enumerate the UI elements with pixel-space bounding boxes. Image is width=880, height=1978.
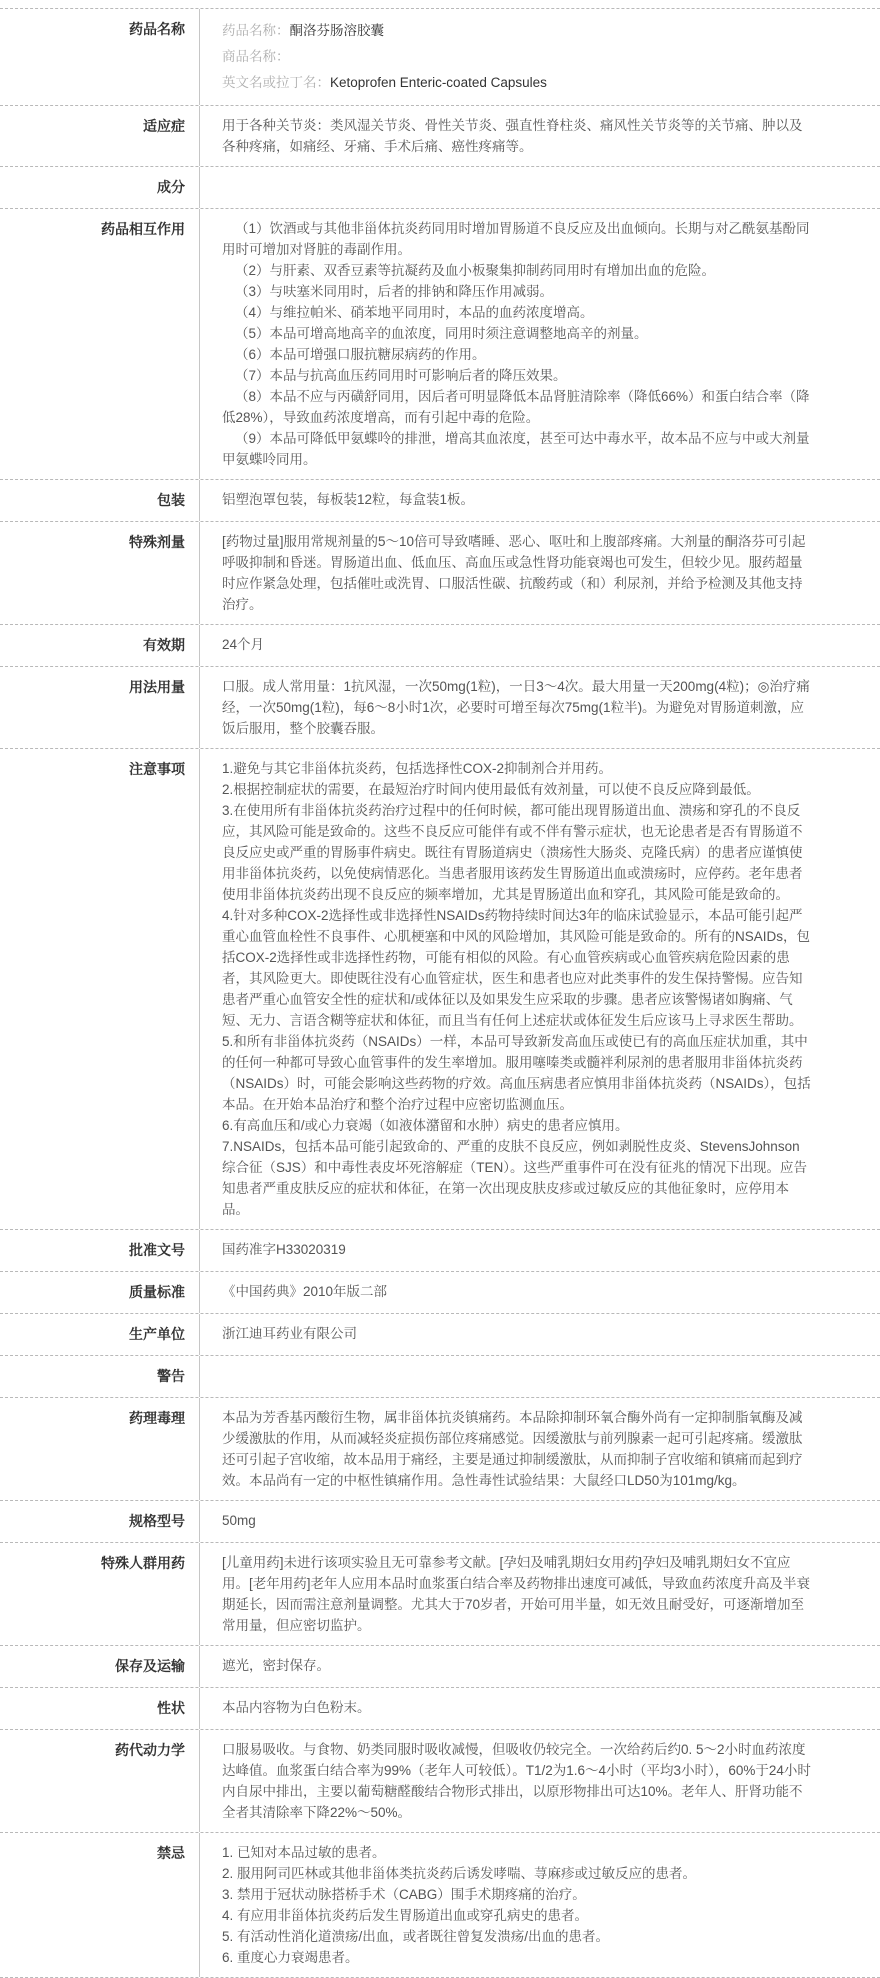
table-row-packaging	[0, 480, 880, 522]
row-label-drug-interactions: 药品相互作用	[0, 209, 200, 479]
table-row-drug-interactions	[0, 209, 880, 480]
paragraph-validity-period-0: 24个月	[222, 637, 265, 652]
row-label-pharmacokinetics: 药代动力学	[0, 1730, 200, 1832]
paragraph-appearance-0: 本品内容物为白色粉末。	[222, 1700, 371, 1715]
row-content-special-populations	[200, 1543, 880, 1645]
paragraph-approval-number-0: 国药准字H33020319	[222, 1242, 346, 1257]
table-row-composition	[0, 167, 880, 209]
row-content-approval-number	[200, 1230, 880, 1271]
paragraph-special-dosage-0: [药物过量]服用常规剂量的5～10倍可导致嗜睡、恶心、呕吐和上腹部疼痛。大剂量的酮洛芬可引起呼吸抑制和昏迷。胃肠道出血、低血压、高血压或急性肾功能衰竭也可发生，但较少见。服药超量时应作紧急处理，包括催吐或洗胃、口服活性碳、抗酸药或（和）利尿剂，并给予检测及其他支持治疗。	[222, 534, 806, 612]
table-row-drug-name	[0, 9, 880, 106]
table-row-dosage-usage	[0, 667, 880, 749]
drug-info-table	[0, 8, 880, 1978]
row-content-quality-standard	[200, 1272, 880, 1313]
paragraph-packaging-0: 铝塑泡罩包装，每板装12粒，每盒装1板。	[222, 492, 475, 507]
row-label-composition: 成分	[0, 167, 200, 208]
paragraph-contraindications-3: 4. 有应用非甾体抗炎药后发生胃肠道出血或穿孔病史的患者。	[222, 1908, 589, 1923]
paragraph-quality-standard-0: 《中国药典》2010年版二部	[222, 1284, 388, 1299]
row-content-warning	[200, 1356, 880, 1397]
paragraph-indications-0: 用于各种关节炎：类风湿关节炎、骨性关节炎、强直性脊柱炎、痛风性关节炎等的关节痛、肿以及各种疼痛，如痛经、牙痛、手术后痛、癌性疼痛等。	[222, 118, 803, 154]
row-content-storage-transport	[200, 1646, 880, 1687]
row-label-dosage-usage: 用法用量	[0, 667, 200, 748]
table-row-precautions	[0, 749, 880, 1230]
row-label-special-populations: 特殊人群用药	[0, 1543, 200, 1645]
table-row-specification	[0, 1501, 880, 1543]
table-row-manufacturer	[0, 1314, 880, 1356]
row-label-warning: 警告	[0, 1356, 200, 1397]
row-label-packaging: 包装	[0, 480, 200, 521]
row-label-indications: 适应症	[0, 106, 200, 166]
row-label-validity-period: 有效期	[0, 625, 200, 666]
row-content-dosage-usage	[200, 667, 880, 748]
paragraph-manufacturer-0: 浙江迪耳药业有限公司	[222, 1326, 357, 1341]
row-content-indications	[200, 106, 880, 166]
row-label-precautions: 注意事项	[0, 749, 200, 1229]
row-content-appearance	[200, 1688, 880, 1729]
row-content-pharmacokinetics	[200, 1730, 880, 1832]
field-label: 商品名称：	[222, 49, 290, 64]
row-content-pharmacology-toxicology	[200, 1398, 880, 1500]
paragraph-contraindications-5: 6. 重度心力衰竭患者。	[222, 1950, 359, 1965]
paragraph-pharmacokinetics-0: 口服易吸收。与食物、奶类同服时吸收减慢，但吸收仍较完全。一次给药后约0. 5～2小时血药浓度达峰值。血浆蛋白结合率为99%（老年人可较低）。T1/2为1.6～4小时（平均3小时），60%于24小时内自尿中排出，主要以葡萄糖醛酸结合物形式排出，以原形物排出可达10%。老年人、肝肾功能不全者其清除率下降22%～50%。	[222, 1742, 811, 1820]
field-label: 药品名称：	[222, 23, 290, 38]
paragraph-drug-interactions-5: （6）本品可增强口服抗糖尿病药的作用。	[235, 347, 486, 362]
row-label-approval-number: 批准文号	[0, 1230, 200, 1271]
row-content-special-dosage	[200, 522, 880, 624]
paragraph-drug-interactions-2: （3）与呋塞米同用时，后者的排钠和降压作用减弱。	[235, 284, 554, 299]
paragraph-drug-interactions-3: （4）与维拉帕米、硝苯地平同用时，本品的血药浓度增高。	[235, 305, 594, 320]
table-row-appearance	[0, 1688, 880, 1730]
row-label-appearance: 性状	[0, 1688, 200, 1729]
row-label-special-dosage: 特殊剂量	[0, 522, 200, 624]
paragraph-precautions-2: 3.在使用所有非甾体抗炎药治疗过程中的任何时候，都可能出现胃肠道出血、溃疡和穿孔的不良反应，其风险可能是致命的。这些不良反应可能伴有或不伴有警示症状，也无论患者是否有胃肠道不良反应史或严重的胃肠事件病史。既往有胃肠道病史（溃疡性大肠炎、克隆氏病）的患者应谨慎使用非甾体抗炎药，以免使病情恶化。当患者服用该药发生胃肠道出血或溃疡时，应停药。老年患者使用非甾体抗炎药出现不良反应的频率增加，尤其是胃肠道出血和穿孔，其风险可能是致命的。	[222, 803, 803, 902]
paragraph-contraindications-2: 3. 禁用于冠状动脉搭桥手术（CABG）围手术期疼痛的治疗。	[222, 1887, 586, 1902]
table-row-quality-standard	[0, 1272, 880, 1314]
table-row-special-populations	[0, 1543, 880, 1646]
row-content-specification	[200, 1501, 880, 1542]
paragraph-precautions-5: 6.有高血压和/或心力衰竭（如液体潴留和水肿）病史的患者应慎用。	[222, 1118, 629, 1133]
row-label-contraindications: 禁忌	[0, 1833, 200, 1977]
row-content-contraindications	[200, 1833, 880, 1977]
row-content-packaging	[200, 480, 880, 521]
table-row-special-dosage	[0, 522, 880, 625]
paragraph-drug-interactions-1: （2）与肝素、双香豆素等抗凝药及血小板聚集抑制药同用时有增加出血的危险。	[235, 263, 716, 278]
paragraph-contraindications-1: 2. 服用阿司匹林或其他非甾体类抗炎药后诱发哮喘、荨麻疹或过敏反应的患者。	[222, 1866, 697, 1881]
table-row-approval-number	[0, 1230, 880, 1272]
paragraph-drug-interactions-7: （8）本品不应与丙磺舒同用，因后者可明显降低本品肾脏清除率（降低66%）和蛋白结合率（降低28%），导致血药浓度增高，而有引起中毒的危险。	[222, 389, 810, 425]
field-line-drug-name-2	[222, 70, 812, 96]
field-value: Ketoprofen Enteric-coated Capsules	[330, 75, 547, 90]
paragraph-precautions-6: 7.NSAIDs，包括本品可能引起致命的、严重的皮肤不良反应，例如剥脱性皮炎、StevensJohnson综合征（SJS）和中毒性表皮坏死溶解症（TEN）。这些严重事件可在没有征兆的情况下出现。应告知患者严重皮肤反应的症状和体征，在第一次出现皮肤皮疹或过敏反应的其他征象时，应停用本品。	[222, 1139, 808, 1217]
row-label-quality-standard: 质量标准	[0, 1272, 200, 1313]
table-row-warning	[0, 1356, 880, 1398]
row-content-drug-interactions	[200, 209, 880, 479]
field-label: 英文名或拉丁名：	[222, 75, 330, 90]
paragraph-precautions-4: 5.和所有非甾体抗炎药（NSAIDs）一样，本品可导致新发高血压或使已有的高血压症状加重，其中的任何一种都可导致心血管事件的发生率增加。服用噻嗪类或髓袢利尿剂的患者服用非甾体抗炎药（NSAIDs）时，可能会影响这些药物的疗效。高血压病患者应慎用非甾体抗炎药（NSAIDs），包括本品。在开始本品治疗和整个治疗过程中应密切监测血压。	[222, 1034, 811, 1112]
row-content-precautions	[200, 749, 880, 1229]
row-content-composition	[200, 167, 880, 208]
paragraph-precautions-3: 4.针对多种COX-2选择性或非选择性NSAIDs药物持续时间达3年的临床试验显示，本品可能引起严重心血管血栓性不良事件、心肌梗塞和中风的风险增加，其风险可能是致命的。所有的NSAIDs，包括COX-2选择性或非选择性药物，可能有相似的风险。有心血管疾病或心血管疾病危险因素的患者，其风险更大。即使既往没有心血管症状，医生和患者也应对此类事件的发生保持警惕。应告知患者严重心血管安全性的症状和/或体征以及如果发生应采取的步骤。患者应该警惕诸如胸痛、气短、无力、言语含糊等症状和体征，而且当有任何上述症状或体征发生后应该马上寻求医生帮助。	[222, 908, 811, 1028]
row-label-manufacturer: 生产单位	[0, 1314, 200, 1355]
paragraph-drug-interactions-0: （1）饮酒或与其他非甾体抗炎药同用时增加胃肠道不良反应及出血倾向。长期与对乙酰氨基酚同用时可增加对肾脏的毒副作用。	[222, 221, 810, 257]
field-line-drug-name-1	[222, 44, 812, 70]
paragraph-contraindications-4: 5. 有活动性消化道溃疡/出血，或者既往曾复发溃疡/出血的患者。	[222, 1929, 610, 1944]
paragraph-storage-transport-0: 遮光，密封保存。	[222, 1658, 330, 1673]
table-row-pharmacology-toxicology	[0, 1398, 880, 1501]
row-content-validity-period	[200, 625, 880, 666]
paragraph-precautions-0: 1.避免与其它非甾体抗炎药，包括选择性COX-2抑制剂合并用药。	[222, 761, 613, 776]
row-label-storage-transport: 保存及运输	[0, 1646, 200, 1687]
paragraph-dosage-usage-0: 口服。成人常用量：1抗风湿，一次50mg(1粒)，一日3～4次。最大用量一天200mg(4粒)；◎治疗痛经，一次50mg(1粒)，每6～8小时1次，必要时可增至每次75mg(1粒半)。为避免对胃肠道刺激，应饭后服用，整个胶囊吞服。	[222, 679, 810, 736]
row-content-manufacturer	[200, 1314, 880, 1355]
row-label-drug-name: 药品名称	[0, 9, 200, 105]
paragraph-specification-0: 50mg	[222, 1513, 256, 1528]
row-label-specification: 规格型号	[0, 1501, 200, 1542]
paragraph-drug-interactions-4: （5）本品可增高地高辛的血浓度，同用时须注意调整地高辛的剂量。	[235, 326, 648, 341]
table-row-contraindications	[0, 1833, 880, 1978]
table-row-storage-transport	[0, 1646, 880, 1688]
paragraph-pharmacology-toxicology-0: 本品为芳香基丙酸衍生物，属非甾体抗炎镇痛药。本品除抑制环氧合酶外尚有一定抑制脂氧酶及减少缓激肽的作用，从而减轻炎症损伤部位疼痛感觉。因缓激肽与前列腺素一起可引起疼痛。缓激肽还可引起子宫收缩，故本品用于痛经，主要是通过抑制缓激肽，从而抑制子宫收缩和镇痛而起到疗效。本品尚有一定的中枢性镇痛作用。急性毒性试验结果：大鼠经口LD50为101mg/kg。	[222, 1410, 803, 1488]
field-line-drug-name-0	[222, 18, 812, 44]
row-content-drug-name	[200, 9, 880, 105]
table-row-indications	[0, 106, 880, 167]
paragraph-drug-interactions-6: （7）本品与抗高血压药同用时可影响后者的降压效果。	[235, 368, 567, 383]
table-row-validity-period	[0, 625, 880, 667]
field-value: 酮洛芬肠溶胶囊	[289, 23, 384, 38]
row-label-pharmacology-toxicology: 药理毒理	[0, 1398, 200, 1500]
paragraph-contraindications-0: 1. 已知对本品过敏的患者。	[222, 1845, 386, 1860]
paragraph-special-populations-0: [儿童用药]未进行该项实验且无可靠参考文献。[孕妇及哺乳期妇女用药]孕妇及哺乳期妇女不宜应用。[老年用药]老年人应用本品时血浆蛋白结合率及药物排出速度可减低，导致血药浓度升高及半衰期延长，因而需注意剂量调整。尤其大于70岁者，开始可用半量，如无效且耐受好，可逐渐增加至常用量，但应密切监护。	[222, 1555, 811, 1633]
table-row-pharmacokinetics	[0, 1730, 880, 1833]
paragraph-precautions-1: 2.根据控制症状的需要，在最短治疗时间内使用最低有效剂量，可以使不良反应降到最低。	[222, 782, 760, 797]
paragraph-drug-interactions-8: （9）本品可降低甲氨蝶呤的排泄，增高其血浓度，甚至可达中毒水平，故本品不应与中或大剂量甲氨蝶呤同用。	[222, 431, 810, 467]
